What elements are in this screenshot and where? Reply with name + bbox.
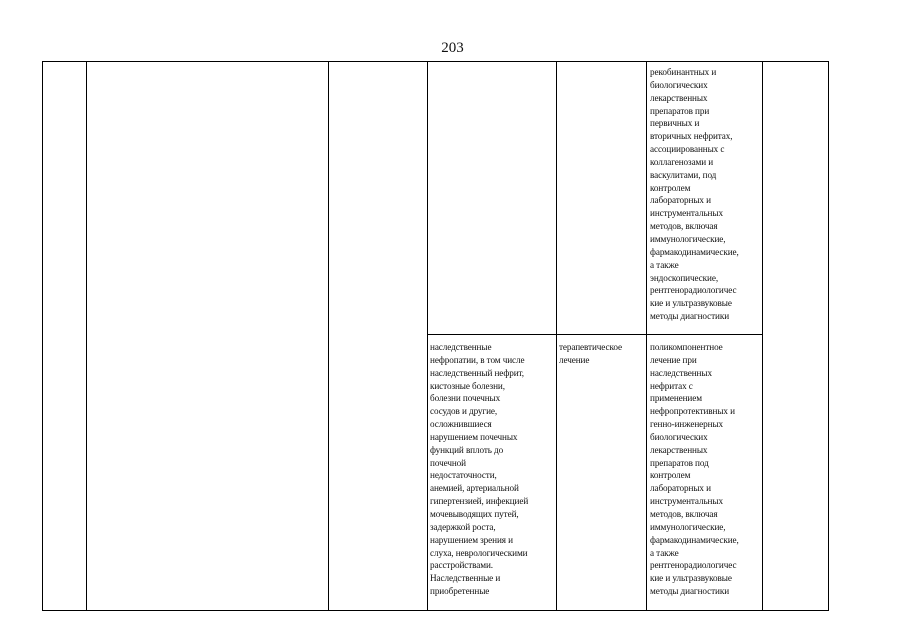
row1-treatment-methods-text: рекобинантных и биологических лекарственных препаратов при первичных и вторичных нефритах, ассоциированных с коллагенозами и васкулитами, под контролем лабораторных и инструментальных методов, включая иммунологические, фармакодинамические, а также эндоскопические, рентгенорадиологичес кие и ультразвуковые методы диагностики (650, 67, 739, 322)
column-divider-5 (646, 61, 647, 611)
column-divider-2 (328, 61, 329, 611)
table-top-border (42, 61, 829, 62)
column-border-right (828, 61, 829, 611)
row2-treatment-type-text: терапевтическое лечение (559, 342, 622, 365)
table (42, 61, 829, 611)
page-number: 203 (441, 40, 464, 56)
row-divider (427, 334, 763, 335)
table-bottom-border (42, 610, 829, 611)
column-divider-1 (86, 61, 87, 611)
row2-treatment-methods-text: поликомпонентное лечение при наследственных нефритах с применением нефропротективных и генно-инженерных биологических лекарственных препаратов под контролем лабораторных и инструментальных методов, включая иммунологические, фармакодинамические, а также рентгенорадиологичес кие и ультразвуковые методы диагностики (650, 342, 739, 597)
column-divider-6 (762, 61, 763, 611)
column-divider-4 (556, 61, 557, 611)
column-divider-3 (427, 61, 428, 611)
row2-disease-description-text: наследственные нефропатии, в том числе наследственный нефрит, кистозные болезни, болезни почечных сосудов и другие, осложнившиеся нарушением почечных функций вплоть до почечной недостаточности, анемией, артериальной гипертензией, инфекцией мочевыводящих путей, задержкой роста, нарушением зрения и слуха, неврологическими расстройствами. Наследственные и приобретенные (430, 342, 529, 597)
column-border-left (42, 61, 43, 611)
